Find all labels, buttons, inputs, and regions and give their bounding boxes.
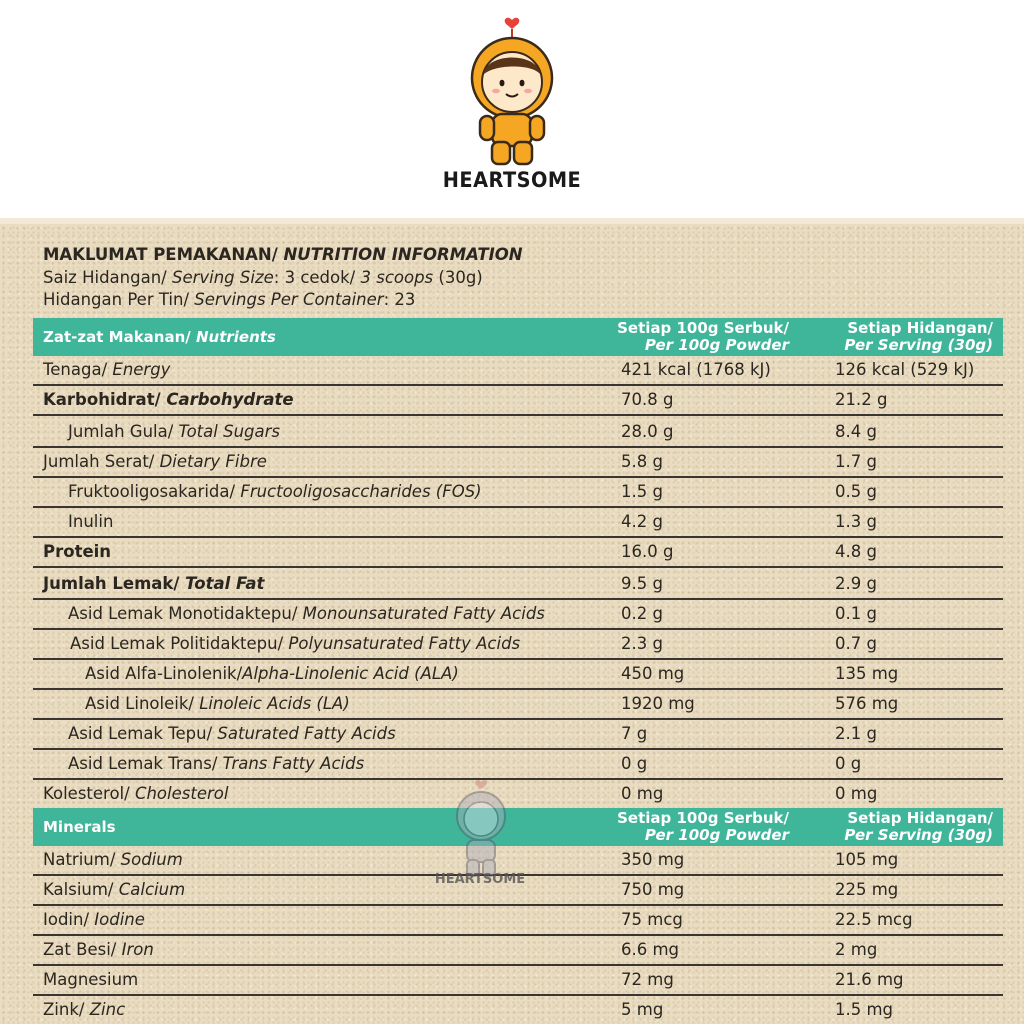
nutrient-name-english: Sodium	[120, 850, 183, 869]
value-per-serving: 1.5 mg	[835, 1000, 894, 1019]
value-per-serving: 0.7 g	[835, 634, 877, 653]
value-per-serving: 2 mg	[835, 940, 878, 959]
table-row	[33, 508, 1003, 538]
table-row	[33, 660, 1003, 690]
table-row	[33, 418, 1003, 448]
value-per-100g: 72 mg	[621, 970, 674, 989]
value-per-serving: 22.5 mcg	[835, 910, 913, 929]
table-row	[33, 448, 1003, 478]
nutrient-name-malay: Asid Lemak Trans/	[68, 754, 223, 773]
nutrient-name-english: Calcium	[118, 880, 186, 899]
value-per-serving: 225 mg	[835, 880, 899, 899]
nutrient-name-malay: Iodin/	[43, 910, 95, 929]
value-per-100g: 350 mg	[621, 850, 685, 869]
value-per-100g: 7 g	[621, 724, 648, 743]
serving-size-grams: (30g)	[433, 268, 483, 287]
value-per-100g: 6.6 mg	[621, 940, 680, 959]
nutrient-name	[68, 422, 280, 441]
value-per-100g: 0 g	[621, 754, 648, 773]
nutrient-name	[43, 574, 264, 593]
value-per-serving: 2.1 g	[835, 724, 877, 743]
nutrient-name-malay: Asid Alfa-Linolenik/	[85, 664, 243, 683]
value-per-serving: 4.8 g	[835, 542, 877, 561]
nutrient-name	[43, 784, 228, 803]
value-per-serving: 0 g	[835, 754, 862, 773]
table-row	[33, 478, 1003, 508]
minerals-per-100g-column-header	[617, 810, 789, 844]
table-row	[33, 966, 1003, 996]
value-per-100g: 750 mg	[621, 880, 685, 899]
nutrient-name	[68, 754, 364, 773]
panel-title	[43, 245, 523, 265]
value-per-serving: 105 mg	[835, 850, 899, 869]
nutrient-name-english: Total Fat	[185, 574, 265, 593]
nutrient-name	[43, 940, 154, 959]
nutrient-name-malay: Asid Linoleik/	[85, 694, 200, 713]
nutrient-name-english: Total Sugars	[178, 422, 280, 441]
nutrient-name-malay: Kolesterol/	[43, 784, 135, 803]
table-row	[33, 690, 1003, 720]
nutrient-name	[43, 970, 138, 989]
servings-per-container-line	[43, 290, 415, 310]
table-row	[33, 996, 1003, 1024]
value-per-100g: 421 kcal (1768 kJ)	[621, 360, 771, 379]
minerals-per-serving-column-header	[844, 810, 993, 844]
value-per-serving: 135 mg	[835, 664, 899, 683]
serving-size-label-malay: Saiz Hidangan/	[43, 268, 172, 287]
nutrient-name-english: Saturated Fatty Acids	[217, 724, 396, 743]
nutrient-name-english: Polyunsaturated Fatty Acids	[288, 634, 521, 653]
per-serving-header-malay: Setiap Hidangan/	[847, 319, 993, 337]
nutrient-name-english: Trans Fatty Acids	[222, 754, 365, 773]
nutrient-name	[43, 880, 185, 899]
nutrient-name-malay: Jumlah Gula/	[68, 422, 179, 441]
value-per-100g: 2.3 g	[621, 634, 663, 653]
value-per-100g: 4.2 g	[621, 512, 663, 531]
serving-size-value-english: 3 scoops	[360, 268, 434, 287]
nutrient-name	[43, 542, 111, 561]
nutrient-name-english: Fructooligosaccharides (FOS)	[240, 482, 482, 501]
brand-name: HEARTSOME	[442, 168, 582, 192]
nutrient-name	[43, 360, 170, 379]
nutrient-name	[68, 512, 113, 531]
value-per-100g: 70.8 g	[621, 390, 674, 409]
nutrients-label-english: Nutrients	[195, 328, 276, 346]
nutrient-name-english: Linoleic Acids (LA)	[199, 694, 350, 713]
nutrient-name-malay: Inulin	[68, 512, 114, 531]
minerals-per-serving-header-malay: Setiap Hidangan/	[847, 809, 993, 827]
nutrients-column-header	[43, 328, 276, 346]
value-per-100g: 5 mg	[621, 1000, 664, 1019]
value-per-serving: 2.9 g	[835, 574, 877, 593]
nutrient-name	[43, 850, 183, 869]
nutrient-name-malay: Zink/	[43, 1000, 90, 1019]
nutrient-name-malay: Jumlah Lemak/	[43, 574, 186, 593]
nutrient-name	[43, 1000, 125, 1019]
table-row	[33, 630, 1003, 660]
minerals-column-header: Minerals	[43, 818, 116, 836]
value-per-serving: 0 mg	[835, 784, 878, 803]
nutrient-name-malay: Protein	[43, 542, 112, 561]
nutrient-name-english: Carbohydrate	[166, 390, 294, 409]
value-per-serving: 0.5 g	[835, 482, 877, 501]
servings-label-malay: Hidangan Per Tin/	[43, 290, 195, 309]
per-100g-header-english: Per 100g Powder	[644, 336, 789, 354]
per-serving-header-english: Per Serving (30g)	[844, 336, 993, 354]
nutrient-name	[70, 634, 520, 653]
value-per-100g: 5.8 g	[621, 452, 663, 471]
mascot-logo-icon	[466, 16, 558, 168]
value-per-serving: 0.1 g	[835, 604, 877, 623]
value-per-serving: 8.4 g	[835, 422, 877, 441]
minerals-per-100g-header-english: Per 100g Powder	[644, 826, 789, 844]
servings-value: : 23	[383, 290, 416, 309]
nutrients-header-band	[33, 318, 1003, 356]
table-row	[33, 906, 1003, 936]
nutrient-name-malay: Kalsium/	[43, 880, 119, 899]
value-per-100g: 16.0 g	[621, 542, 674, 561]
nutrient-name-malay: Karbohidrat/	[43, 390, 167, 409]
minerals-per-100g-header-malay: Setiap 100g Serbuk/	[617, 809, 789, 827]
table-row	[33, 720, 1003, 750]
nutrient-name-english: Monounsaturated Fatty Acids	[302, 604, 545, 623]
nutrient-name	[85, 694, 350, 713]
nutrient-name	[85, 664, 459, 683]
title-english: NUTRITION INFORMATION	[283, 245, 523, 264]
value-per-100g: 0 mg	[621, 784, 664, 803]
table-row	[33, 750, 1003, 780]
nutrient-name-malay: Tenaga/	[43, 360, 113, 379]
nutrient-name-malay: Natrium/	[43, 850, 121, 869]
table-row	[33, 936, 1003, 966]
table-row	[33, 386, 1003, 416]
value-per-serving: 576 mg	[835, 694, 899, 713]
nutrient-name-malay: Fruktooligosakarida/	[68, 482, 241, 501]
brand-header	[0, 0, 1024, 218]
value-per-serving: 1.3 g	[835, 512, 877, 531]
nutrient-name-english: Dietary Fibre	[159, 452, 267, 471]
table-row	[33, 538, 1003, 568]
nutrient-name	[68, 604, 545, 623]
nutrient-name-malay: Asid Lemak Politidaktepu/	[70, 634, 289, 653]
minerals-per-serving-header-english: Per Serving (30g)	[844, 826, 993, 844]
value-per-serving: 126 kcal (529 kJ)	[835, 360, 975, 379]
value-per-100g: 450 mg	[621, 664, 685, 683]
nutrient-name-english: Iron	[121, 940, 154, 959]
servings-label-english: Servings Per Container	[194, 290, 384, 309]
nutrient-name-english: Energy	[112, 360, 171, 379]
nutrient-name-malay: Jumlah Serat/	[43, 452, 160, 471]
nutrient-name-malay: Asid Lemak Tepu/	[68, 724, 218, 743]
value-per-100g: 9.5 g	[621, 574, 663, 593]
table-row	[33, 600, 1003, 630]
value-per-serving: 21.6 mg	[835, 970, 904, 989]
value-per-100g: 75 mcg	[621, 910, 683, 929]
nutrient-name-english: Iodine	[94, 910, 145, 929]
value-per-serving: 21.2 g	[835, 390, 888, 409]
nutrient-name	[43, 390, 294, 409]
nutrients-label-malay: Zat-zat Makanan/	[43, 328, 196, 346]
nutrient-name-malay: Magnesium	[43, 970, 139, 989]
value-per-100g: 1920 mg	[621, 694, 695, 713]
nutrition-panel	[0, 218, 1024, 1024]
nutrient-name-english: Cholesterol	[134, 784, 229, 803]
per-100g-column-header	[617, 320, 789, 354]
watermark-brand-name: HEARTSOME	[434, 872, 526, 887]
serving-size-value-malay: : 3 cedok/	[273, 268, 361, 287]
nutrient-name-english: Zinc	[89, 1000, 126, 1019]
nutrient-name-english: Alpha-Linolenic Acid (ALA)	[242, 664, 459, 683]
per-serving-column-header	[844, 320, 993, 354]
nutrient-name	[43, 452, 267, 471]
nutrient-name	[68, 724, 396, 743]
table-row	[33, 570, 1003, 600]
title-malay: MAKLUMAT PEMAKANAN/	[43, 245, 284, 264]
value-per-100g: 1.5 g	[621, 482, 663, 501]
serving-size-line	[43, 268, 483, 288]
per-100g-header-malay: Setiap 100g Serbuk/	[617, 319, 789, 337]
serving-size-label-english: Serving Size	[171, 268, 274, 287]
nutrient-name-malay: Asid Lemak Monotidaktepu/	[68, 604, 303, 623]
nutrient-name-malay: Zat Besi/	[43, 940, 122, 959]
table-row	[33, 356, 1003, 386]
value-per-100g: 28.0 g	[621, 422, 674, 441]
value-per-100g: 0.2 g	[621, 604, 663, 623]
nutrient-name	[43, 910, 145, 929]
nutrient-name	[68, 482, 482, 501]
value-per-serving: 1.7 g	[835, 452, 877, 471]
